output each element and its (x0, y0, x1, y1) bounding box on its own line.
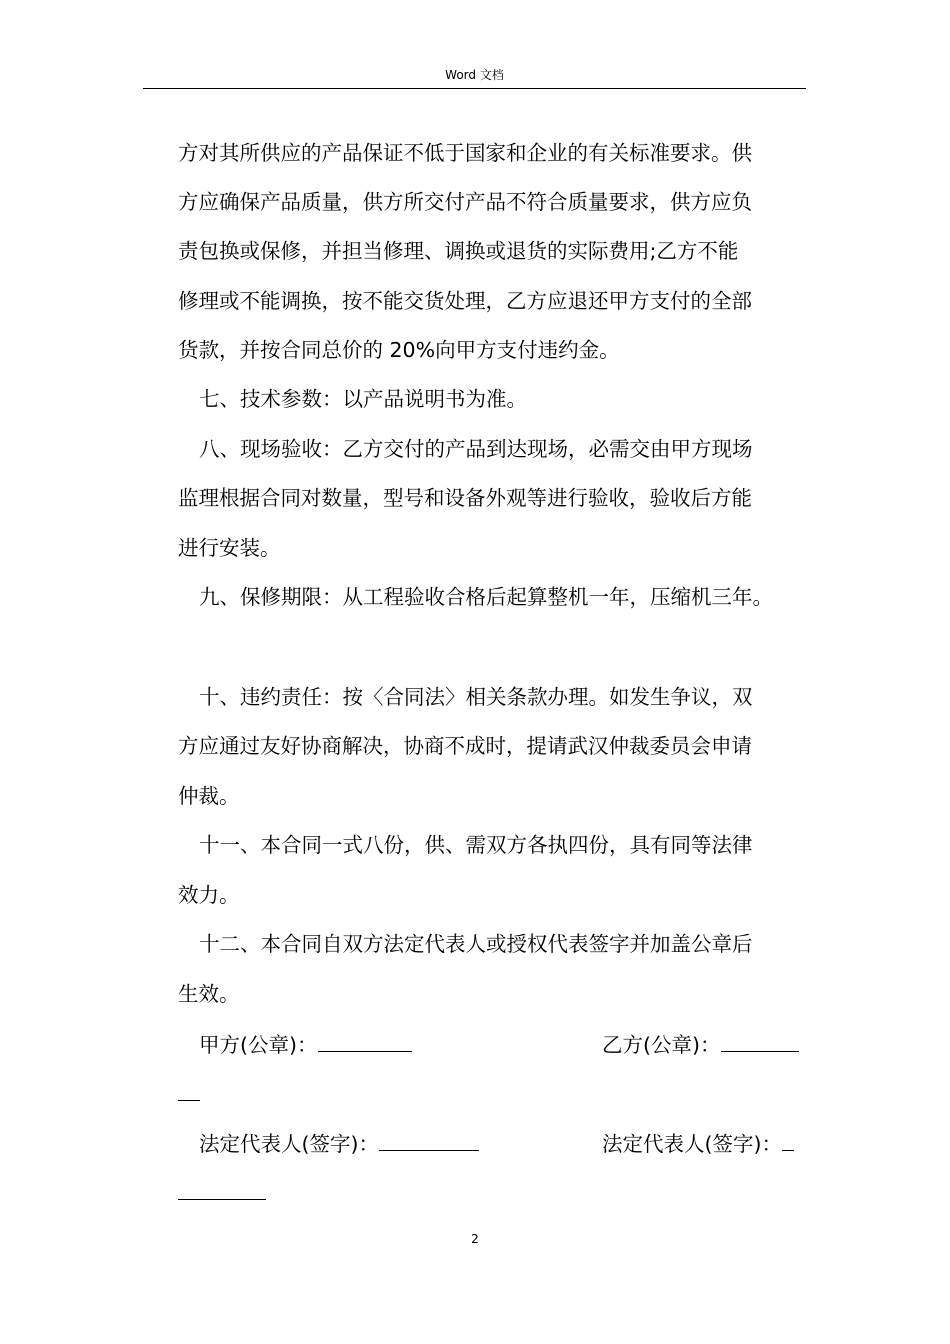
party-a-rep-blank (379, 1128, 479, 1151)
party-b-seal-blank-continued (178, 1078, 200, 1101)
party-b-seal-label: 乙方(公章)： (602, 1033, 721, 1057)
clause-12-line: 生效。 (178, 982, 240, 1006)
page-header (143, 66, 806, 89)
clause-12-line: 十二、本合同自双方法定代表人或授权代表签字并加盖公章后 (199, 932, 753, 956)
party-a-seal-field (199, 1029, 412, 1060)
clause-11-line: 十一、本合同一式八份，供、需双方各执四份，具有同等法律 (199, 833, 753, 857)
header-title: Word 文档 (445, 68, 504, 82)
page-footer (0, 1230, 950, 1248)
clause-10-line: 十、违约责任：按〈合同法〉相关条款办理。如发生争议，双 (199, 685, 753, 709)
clause-10-line: 方应通过友好协商解决，协商不成时，提请武汉仲裁委员会申请 (178, 734, 752, 758)
party-a-rep-label: 法定代表人(签字)： (199, 1132, 379, 1156)
page-number: 2 (471, 1232, 479, 1246)
party-a-rep-field (199, 1128, 479, 1159)
party-b-seal-blank (721, 1029, 799, 1052)
party-a-seal-blank (318, 1029, 412, 1052)
party-b-rep-blank (782, 1128, 794, 1151)
clause-8-line: 进行安装。 (178, 536, 281, 560)
paragraph-line: 责包换或保修，并担当修理、调换或退货的实际费用;乙方不能 (178, 239, 739, 263)
party-b-seal-field (602, 1029, 799, 1060)
paragraph-line: 方对其所供应的产品保证不低于国家和企业的有关标准要求。供 (178, 141, 752, 165)
paragraph-line: 方应确保产品质量，供方所交付产品不符合质量要求，供方应负 (178, 190, 752, 214)
clause-7: 七、技术参数：以产品说明书为准。 (199, 387, 527, 411)
paragraph-line: 修理或不能调换，按不能交货处理，乙方应退还甲方支付的全部 (178, 289, 752, 313)
party-b-rep-blank-continued (178, 1177, 266, 1200)
clause-9: 九、保修期限：从工程验收合格后起算整机一年，压缩机三年。 (199, 585, 773, 609)
party-b-rep-field (602, 1128, 794, 1159)
paragraph-line: 货款，并按合同总价的 20%向甲方支付违约金。 (178, 338, 620, 362)
party-b-rep-blank-wrap (178, 1177, 818, 1207)
clause-11-line: 效力。 (178, 883, 240, 907)
clause-8-line: 八、现场验收：乙方交付的产品到达现场，必需交由甲方现场 (199, 437, 753, 461)
clause-10-line: 仲裁。 (178, 784, 240, 808)
party-a-seal-label: 甲方(公章)： (199, 1033, 318, 1057)
party-b-seal-blank-wrap (178, 1078, 818, 1108)
clause-8-line: 监理根据合同对数量，型号和设备外观等进行验收，验收后方能 (178, 486, 752, 510)
party-b-rep-label: 法定代表人(签字)： (602, 1132, 782, 1156)
